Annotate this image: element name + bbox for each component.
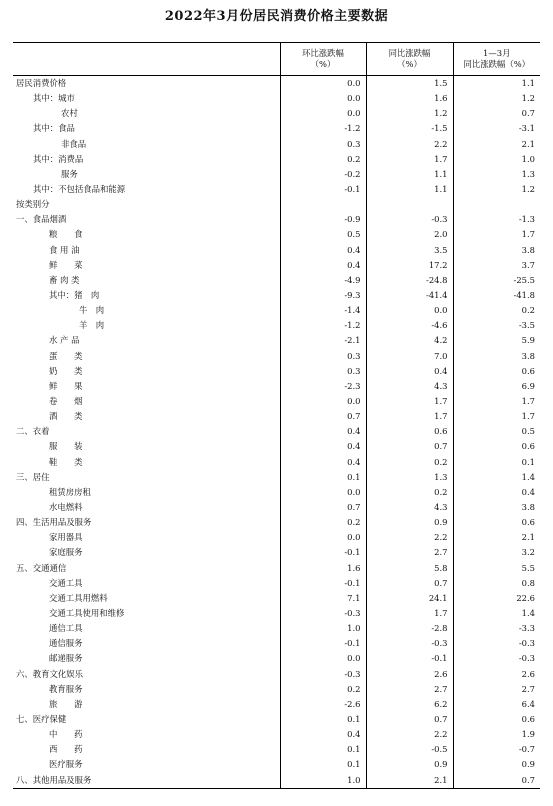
row-label: 医疗服务 xyxy=(49,759,83,770)
row-label: 五、交通通信 xyxy=(16,562,67,573)
cell-mom: 0.7 xyxy=(280,500,366,515)
cell-mom: 0.1 xyxy=(280,757,366,772)
cell-yoy: 1.1 xyxy=(366,182,453,197)
row-label: 畜 肉 类 xyxy=(49,274,80,285)
cell-mom: -0.1 xyxy=(280,545,366,560)
row-label: 家庭服务 xyxy=(49,547,83,558)
cell-ytd: 3.7 xyxy=(453,258,540,273)
header-ytd-line1: 1—3月 xyxy=(483,48,511,58)
cpi-data-table xyxy=(13,42,540,789)
row-label: 粮 食 xyxy=(49,229,83,240)
cell-mom: -4.9 xyxy=(280,273,366,288)
cell-mom: 1.0 xyxy=(280,772,366,788)
table-row xyxy=(13,364,540,379)
cell-mom: 0.1 xyxy=(280,742,366,757)
cell-ytd: 0.2 xyxy=(453,303,540,318)
table-row xyxy=(13,697,540,712)
table-row xyxy=(13,439,540,454)
cell-yoy: 0.0 xyxy=(366,303,453,318)
cell-ytd: 1.3 xyxy=(453,167,540,182)
table-row xyxy=(13,500,540,515)
table-row xyxy=(13,530,540,545)
row-label: 鲜 果 xyxy=(49,380,83,391)
header-mom-line2: （%） xyxy=(310,59,336,69)
row-label: 食 用 油 xyxy=(49,244,80,255)
cell-mom: 0.0 xyxy=(280,394,366,409)
row-label: 奶 类 xyxy=(49,365,83,376)
table-row xyxy=(13,636,540,651)
cell-ytd: -1.3 xyxy=(453,212,540,227)
table-row xyxy=(13,561,540,576)
cell-yoy: -1.5 xyxy=(366,121,453,136)
cell-yoy: 1.7 xyxy=(366,152,453,167)
row-label: 牛 肉 xyxy=(79,305,105,316)
cell-mom xyxy=(280,197,366,212)
cell-mom: 0.2 xyxy=(280,515,366,530)
cell-yoy: -4.6 xyxy=(366,318,453,333)
cell-mom: 7.1 xyxy=(280,591,366,606)
cell-ytd: 3.8 xyxy=(453,500,540,515)
cell-yoy: 2.6 xyxy=(366,666,453,681)
table-row xyxy=(13,591,540,606)
row-label: 卷 烟 xyxy=(49,396,83,407)
row-label: 鞋 类 xyxy=(49,456,83,467)
row-label: 通信工具 xyxy=(49,623,83,634)
cell-ytd: 0.7 xyxy=(453,106,540,121)
table-row xyxy=(13,515,540,530)
cell-ytd: 1.2 xyxy=(453,91,540,106)
row-label: 一、食品烟酒 xyxy=(16,214,67,225)
table-row xyxy=(13,666,540,681)
page-title: 2022年3月份居民消费价格主要数据 xyxy=(164,9,389,24)
table-row xyxy=(13,485,540,500)
row-label: 旅 游 xyxy=(49,698,83,709)
table-row xyxy=(13,682,540,697)
cell-mom: 0.3 xyxy=(280,364,366,379)
table-row xyxy=(13,772,540,788)
cell-yoy: 2.2 xyxy=(366,727,453,742)
cell-mom: -2.6 xyxy=(280,697,366,712)
cell-ytd: -0.7 xyxy=(453,742,540,757)
row-label: 居民消费价格 xyxy=(16,78,67,89)
cell-ytd: 0.6 xyxy=(453,712,540,727)
table-row xyxy=(13,424,540,439)
row-label: 羊 肉 xyxy=(79,320,105,331)
table-row xyxy=(13,333,540,348)
row-label: 租赁房房租 xyxy=(49,486,91,497)
cell-mom: -0.1 xyxy=(280,636,366,651)
cell-yoy: 2.2 xyxy=(366,530,453,545)
cell-yoy: -0.3 xyxy=(366,212,453,227)
row-label: 其中：不包括食品和能源 xyxy=(33,184,126,195)
cell-mom: 0.0 xyxy=(280,91,366,106)
row-label: 交通工具用燃料 xyxy=(49,592,108,603)
table-row xyxy=(13,121,540,136)
cell-ytd: -3.1 xyxy=(453,121,540,136)
cell-yoy: 4.3 xyxy=(366,500,453,515)
row-label: 其中：消费品 xyxy=(33,153,84,164)
row-label: 交通工具使用和维修 xyxy=(49,607,125,618)
cell-ytd: 6.9 xyxy=(453,379,540,394)
row-label: 蛋 类 xyxy=(49,350,83,361)
cell-yoy: 6.2 xyxy=(366,697,453,712)
cell-mom: -2.1 xyxy=(280,333,366,348)
cell-mom: -0.9 xyxy=(280,212,366,227)
table-row xyxy=(13,273,540,288)
header-ytd-line2: 同比涨跌幅（%） xyxy=(463,59,531,69)
cell-yoy: 0.6 xyxy=(366,424,453,439)
row-label: 其中：食品 xyxy=(33,123,75,134)
cell-mom: 0.4 xyxy=(280,424,366,439)
cell-mom: 0.0 xyxy=(280,530,366,545)
header-ytd xyxy=(453,43,540,76)
cell-mom: 0.4 xyxy=(280,439,366,454)
cell-mom: 0.0 xyxy=(280,106,366,121)
cell-ytd: 0.4 xyxy=(453,485,540,500)
table-row xyxy=(13,349,540,364)
cell-ytd: -0.3 xyxy=(453,636,540,651)
row-label: 其中：猪 肉 xyxy=(49,290,100,301)
table-row xyxy=(13,258,540,273)
cell-yoy: -0.5 xyxy=(366,742,453,757)
cell-ytd: 1.1 xyxy=(453,76,540,92)
cell-ytd: 22.6 xyxy=(453,591,540,606)
cell-ytd: 6.4 xyxy=(453,697,540,712)
row-label: 酒 类 xyxy=(49,411,83,422)
table-row xyxy=(13,576,540,591)
row-label: 非食品 xyxy=(61,138,87,149)
cell-yoy: -24.8 xyxy=(366,273,453,288)
cell-mom: 0.3 xyxy=(280,349,366,364)
cell-yoy: 5.8 xyxy=(366,561,453,576)
cell-yoy: 1.1 xyxy=(366,167,453,182)
table-row xyxy=(13,470,540,485)
cell-ytd: 0.1 xyxy=(453,455,540,470)
cell-ytd: -3.5 xyxy=(453,318,540,333)
table-row xyxy=(13,409,540,424)
cell-mom: -0.1 xyxy=(280,576,366,591)
cell-ytd: 0.7 xyxy=(453,772,540,788)
cell-yoy: 0.7 xyxy=(366,712,453,727)
row-label: 邮递服务 xyxy=(49,653,83,664)
row-label: 交通工具 xyxy=(49,577,83,588)
table-row xyxy=(13,742,540,757)
cell-mom: -0.2 xyxy=(280,167,366,182)
cell-ytd: 1.7 xyxy=(453,409,540,424)
cell-ytd: 3.2 xyxy=(453,545,540,560)
cell-mom: -1.2 xyxy=(280,318,366,333)
cell-ytd: -0.3 xyxy=(453,651,540,666)
cell-mom: -9.3 xyxy=(280,288,366,303)
table-row xyxy=(13,394,540,409)
cell-yoy: 2.7 xyxy=(366,682,453,697)
cell-yoy: 2.2 xyxy=(366,137,453,152)
cell-yoy: -0.3 xyxy=(366,636,453,651)
cell-mom: 1.0 xyxy=(280,621,366,636)
cell-yoy: 2.0 xyxy=(366,227,453,242)
cell-ytd: -25.5 xyxy=(453,273,540,288)
row-label: 教育服务 xyxy=(49,683,83,694)
cell-ytd: 1.4 xyxy=(453,606,540,621)
row-label: 服 装 xyxy=(49,441,83,452)
table-body xyxy=(13,76,540,789)
cell-mom: 0.0 xyxy=(280,485,366,500)
table-row xyxy=(13,167,540,182)
row-label: 服务 xyxy=(61,168,78,179)
cell-ytd: 0.5 xyxy=(453,424,540,439)
row-label: 七、医疗保健 xyxy=(16,713,67,724)
table-row xyxy=(13,727,540,742)
cell-mom: 0.2 xyxy=(280,152,366,167)
cell-yoy: 24.1 xyxy=(366,591,453,606)
cell-mom: 0.4 xyxy=(280,258,366,273)
table-row xyxy=(13,137,540,152)
cell-yoy: 1.2 xyxy=(366,106,453,121)
cell-ytd: 0.9 xyxy=(453,757,540,772)
cell-yoy: -2.8 xyxy=(366,621,453,636)
row-label: 三、居住 xyxy=(16,471,50,482)
cell-yoy: 7.0 xyxy=(366,349,453,364)
cell-ytd: 3.8 xyxy=(453,349,540,364)
cell-yoy: 0.7 xyxy=(366,439,453,454)
cell-yoy: 1.7 xyxy=(366,394,453,409)
cell-mom: -1.2 xyxy=(280,121,366,136)
cell-ytd: 1.0 xyxy=(453,152,540,167)
cell-mom: 0.4 xyxy=(280,243,366,258)
cell-mom: 1.6 xyxy=(280,561,366,576)
cell-ytd: 1.4 xyxy=(453,470,540,485)
row-label: 八、其他用品及服务 xyxy=(13,772,280,788)
table-row xyxy=(13,76,540,92)
table-row xyxy=(13,651,540,666)
cell-yoy: 0.7 xyxy=(366,576,453,591)
row-label: 农村 xyxy=(61,108,78,119)
cell-ytd: -3.3 xyxy=(453,621,540,636)
cell-mom: -1.4 xyxy=(280,303,366,318)
header-mom xyxy=(280,43,366,76)
cell-yoy: 2.1 xyxy=(366,772,453,788)
cell-ytd: 2.6 xyxy=(453,666,540,681)
row-label: 二、衣着 xyxy=(16,426,50,437)
header-yoy-line2: （%） xyxy=(397,59,422,69)
cell-mom: -0.1 xyxy=(280,182,366,197)
row-label: 四、生活用品及服务 xyxy=(16,517,92,528)
cell-yoy: 2.7 xyxy=(366,545,453,560)
cell-ytd xyxy=(453,197,540,212)
cell-ytd: 2.7 xyxy=(453,682,540,697)
cell-yoy: 1.6 xyxy=(366,91,453,106)
cell-mom: -0.3 xyxy=(280,666,366,681)
row-label: 其中：城市 xyxy=(33,93,75,104)
cell-yoy: -0.1 xyxy=(366,651,453,666)
cell-mom: 0.1 xyxy=(280,470,366,485)
cell-ytd: 1.2 xyxy=(453,182,540,197)
cell-ytd: 5.5 xyxy=(453,561,540,576)
row-label: 西 药 xyxy=(49,744,83,755)
cell-mom: 0.0 xyxy=(280,651,366,666)
cell-ytd: 1.9 xyxy=(453,727,540,742)
table-row xyxy=(13,621,540,636)
cell-ytd: 3.8 xyxy=(453,243,540,258)
cell-yoy: 3.5 xyxy=(366,243,453,258)
table-row xyxy=(13,455,540,470)
table-row xyxy=(13,227,540,242)
row-label: 家用器具 xyxy=(49,532,83,543)
cell-yoy xyxy=(366,197,453,212)
cell-ytd: 0.6 xyxy=(453,364,540,379)
cell-mom: 0.4 xyxy=(280,727,366,742)
row-label: 通信服务 xyxy=(49,638,83,649)
cell-yoy: 4.2 xyxy=(366,333,453,348)
row-label: 按类别分 xyxy=(16,199,50,210)
row-label: 水 产 品 xyxy=(49,335,80,346)
table-row xyxy=(13,303,540,318)
cell-mom: 0.4 xyxy=(280,455,366,470)
cell-yoy: 17.2 xyxy=(366,258,453,273)
table-row xyxy=(13,152,540,167)
table-row xyxy=(13,379,540,394)
row-label: 水电燃料 xyxy=(49,502,83,512)
cell-mom: -2.3 xyxy=(280,379,366,394)
cell-yoy: 1.7 xyxy=(366,606,453,621)
cell-yoy: 0.9 xyxy=(366,515,453,530)
header-yoy-line1: 同比涨跌幅 xyxy=(388,48,431,58)
table-row xyxy=(13,288,540,303)
table-row xyxy=(13,243,540,258)
header-yoy xyxy=(366,43,453,76)
table-row xyxy=(13,106,540,121)
header-item xyxy=(13,43,280,76)
table-row xyxy=(13,757,540,772)
cell-ytd: 5.9 xyxy=(453,333,540,348)
table-row xyxy=(13,712,540,727)
cell-ytd: 1.7 xyxy=(453,227,540,242)
table-row xyxy=(13,197,540,212)
cell-ytd: 2.1 xyxy=(453,137,540,152)
table-row xyxy=(13,318,540,333)
cell-ytd: 0.6 xyxy=(453,439,540,454)
table-header-row xyxy=(13,43,540,76)
cell-ytd: 0.8 xyxy=(453,576,540,591)
cell-yoy: 0.2 xyxy=(366,485,453,500)
cell-ytd: 1.7 xyxy=(453,394,540,409)
cell-yoy: 0.9 xyxy=(366,757,453,772)
cell-yoy: -41.4 xyxy=(366,288,453,303)
cell-mom: 0.7 xyxy=(280,409,366,424)
header-mom-line1: 环比涨跌幅 xyxy=(302,48,344,58)
row-label: 六、教育文化娱乐 xyxy=(16,668,83,679)
cell-yoy: 0.2 xyxy=(366,455,453,470)
table-row xyxy=(13,212,540,227)
cell-mom: 0.3 xyxy=(280,137,366,152)
cell-mom: 0.0 xyxy=(280,76,366,92)
table-row xyxy=(13,545,540,560)
cell-ytd: 0.6 xyxy=(453,515,540,530)
cell-mom: 0.2 xyxy=(280,682,366,697)
row-label: 鲜 菜 xyxy=(49,259,83,270)
row-label: 中 药 xyxy=(49,729,83,740)
cell-ytd: 2.1 xyxy=(453,530,540,545)
cell-yoy: 4.3 xyxy=(366,379,453,394)
cell-yoy: 0.4 xyxy=(366,364,453,379)
cell-mom: 0.1 xyxy=(280,712,366,727)
cell-yoy: 1.7 xyxy=(366,409,453,424)
cell-yoy: 1.3 xyxy=(366,470,453,485)
cell-mom: 0.5 xyxy=(280,227,366,242)
cell-mom: -0.3 xyxy=(280,606,366,621)
cell-ytd: -41.8 xyxy=(453,288,540,303)
table-row xyxy=(13,606,540,621)
cell-yoy: 1.5 xyxy=(366,76,453,92)
table-row xyxy=(13,182,540,197)
table-row xyxy=(13,91,540,106)
